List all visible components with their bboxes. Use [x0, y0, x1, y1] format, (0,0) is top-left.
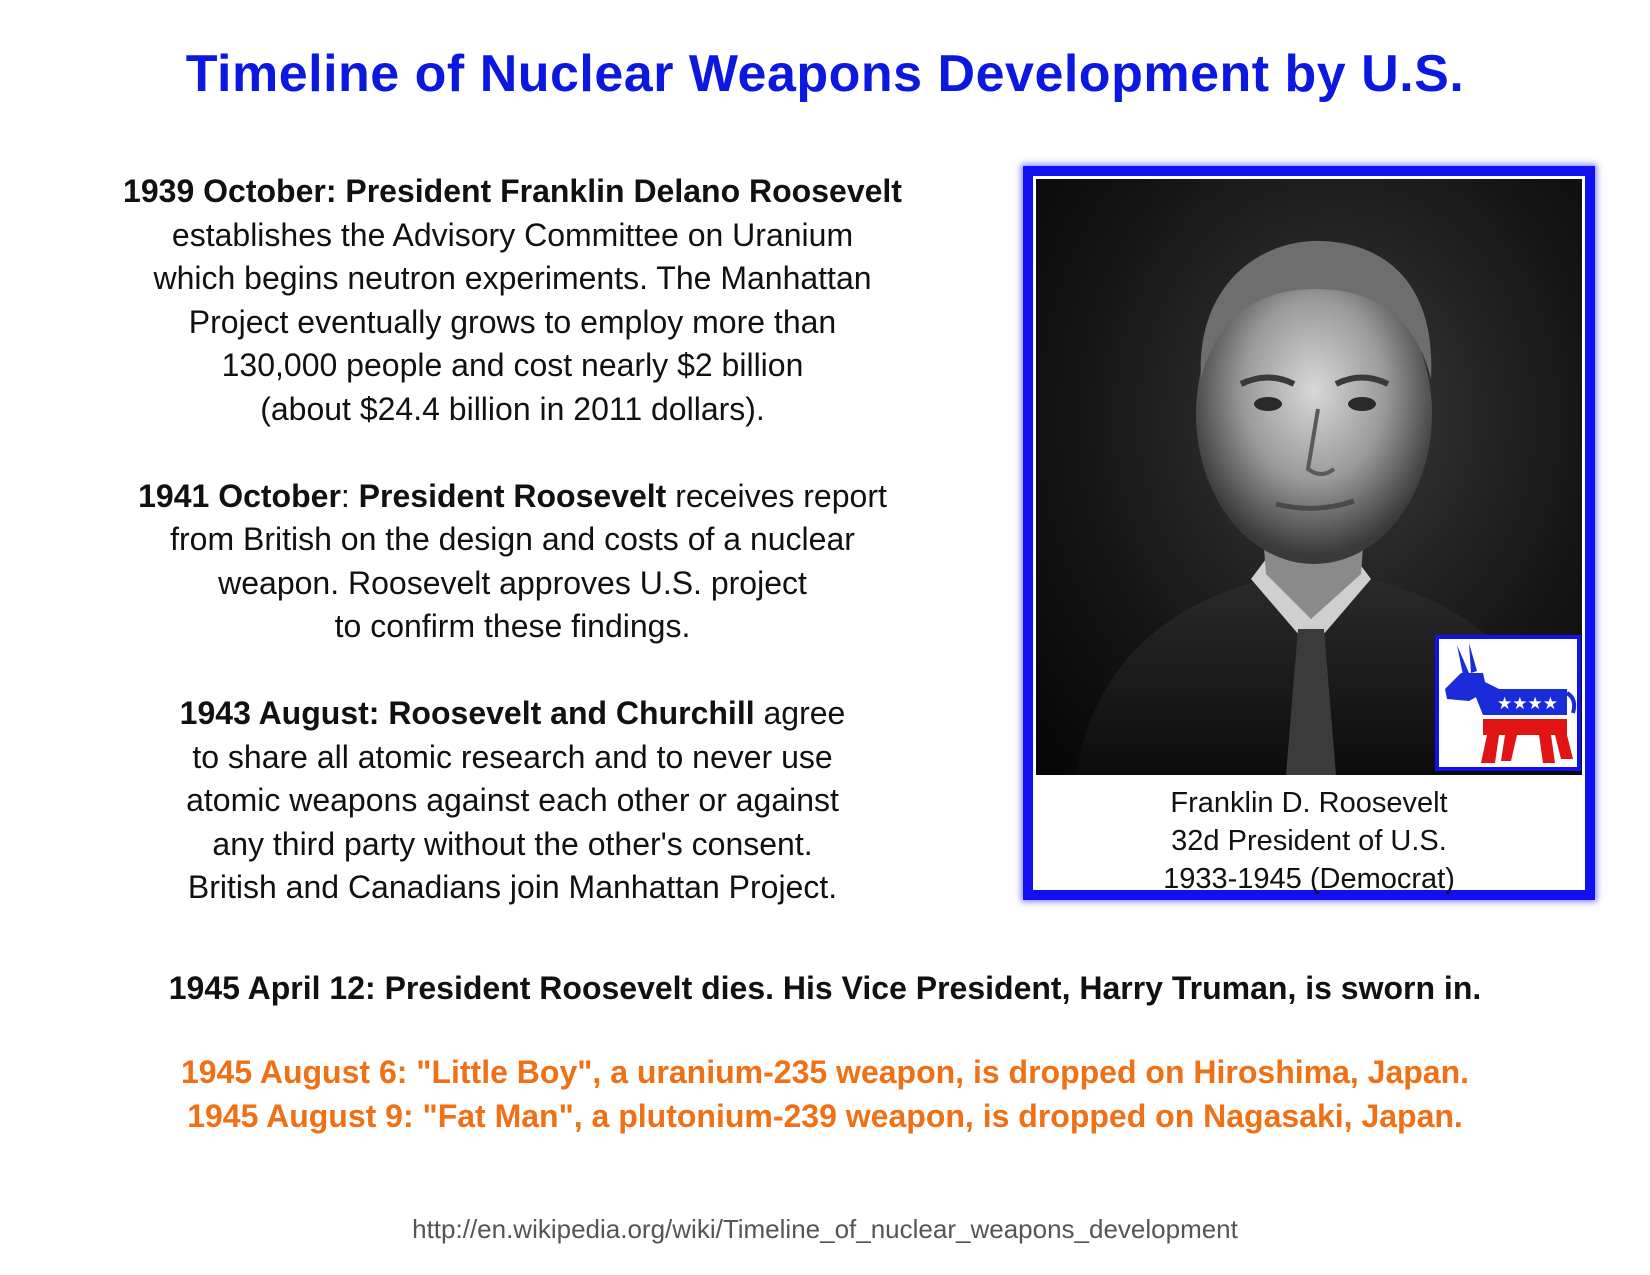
- entry-text: Project eventually grows to employ more than: [188, 303, 837, 340]
- entry-text: weapon. Roosevelt approves U.S. project: [218, 564, 807, 601]
- entry-text: to confirm these findings.: [334, 608, 691, 644]
- entry-bold-text: President Roosevelt: [358, 477, 667, 514]
- caption-term: 1933-1945 (Democrat): [1163, 863, 1455, 895]
- entry-line: [40, 866, 985, 910]
- entry-text: from British on the design and costs of a nuclear: [170, 521, 855, 557]
- entry-line: [40, 562, 985, 606]
- timeline-entry: [40, 692, 985, 910]
- entry-bold-text: 1943 August: Roosevelt and Churchill: [179, 695, 755, 731]
- entry-text: atomic weapons against each other or against: [186, 782, 839, 818]
- svg-text:★★★★: ★★★★: [1497, 694, 1558, 714]
- entry-text: any third party without the other's consent.: [212, 825, 813, 862]
- entry-line: [40, 736, 985, 780]
- entry-line: [40, 214, 985, 258]
- portrait-frame: [1023, 166, 1595, 900]
- entry-text: British and Canadians join Manhattan Project.: [187, 869, 838, 905]
- timeline-entry: [40, 170, 985, 431]
- entry-line: [40, 605, 985, 649]
- democratic-donkey-icon: [1439, 639, 1577, 767]
- entry-text: (about $24.4 billion in 2011 dollars).: [260, 390, 765, 427]
- entry-bold-text: 1941 October: [138, 477, 341, 514]
- death-line: 1945 April 12: President Roosevelt dies. His Vice President, Harry Truman, is sworn in.: [168, 970, 1482, 1006]
- entry-text: agree: [754, 695, 846, 731]
- entry-text: which begins neutron experiments. The Manhattan: [153, 260, 872, 296]
- entry-line: [40, 170, 985, 214]
- entry-line: [40, 823, 985, 867]
- caption-name: Franklin D. Roosevelt: [1170, 787, 1448, 819]
- entry-text: to share all atomic research and to never use: [192, 738, 833, 775]
- entry-text: receives report: [666, 477, 887, 514]
- entry-line: [40, 518, 985, 562]
- nagasaki-line: 1945 August 9: "Fat Man", a plutonium-239 weapon, is dropped on Nagasaki, Japan.: [187, 1098, 1463, 1134]
- entry-bold-text: 1939 October: President Franklin Delano Roosevelt: [123, 173, 902, 209]
- hiroshima-line: 1945 August 6: "Little Boy", a uranium-235 weapon, is dropped on Hiroshima, Japan.: [180, 1054, 1470, 1090]
- entry-line: [40, 301, 985, 345]
- entry-line: [40, 344, 985, 388]
- timeline-entry: [40, 475, 985, 649]
- page-title: Timeline of Nuclear Weapons Development by U.S.: [185, 45, 1465, 103]
- entry-text: establishes the Advisory Committee on Uranium: [171, 216, 854, 253]
- timeline-entries: [40, 170, 985, 910]
- caption-office: 32d President of U.S.: [1171, 825, 1447, 857]
- entry-line: [40, 779, 985, 823]
- entry-line: [40, 257, 985, 301]
- entry-line: [40, 388, 985, 432]
- source-link[interactable]: http://en.wikipedia.org/wiki/Timeline_of_nuclear_weapons_development: [412, 1214, 1238, 1244]
- party-logo-box: [1435, 635, 1581, 771]
- entry-line: [40, 692, 985, 736]
- entry-line: [40, 475, 985, 519]
- entry-text: 130,000 people and cost nearly $2 billion: [221, 347, 804, 383]
- entry-text: :: [340, 477, 359, 514]
- portrait-caption: [1033, 784, 1585, 898]
